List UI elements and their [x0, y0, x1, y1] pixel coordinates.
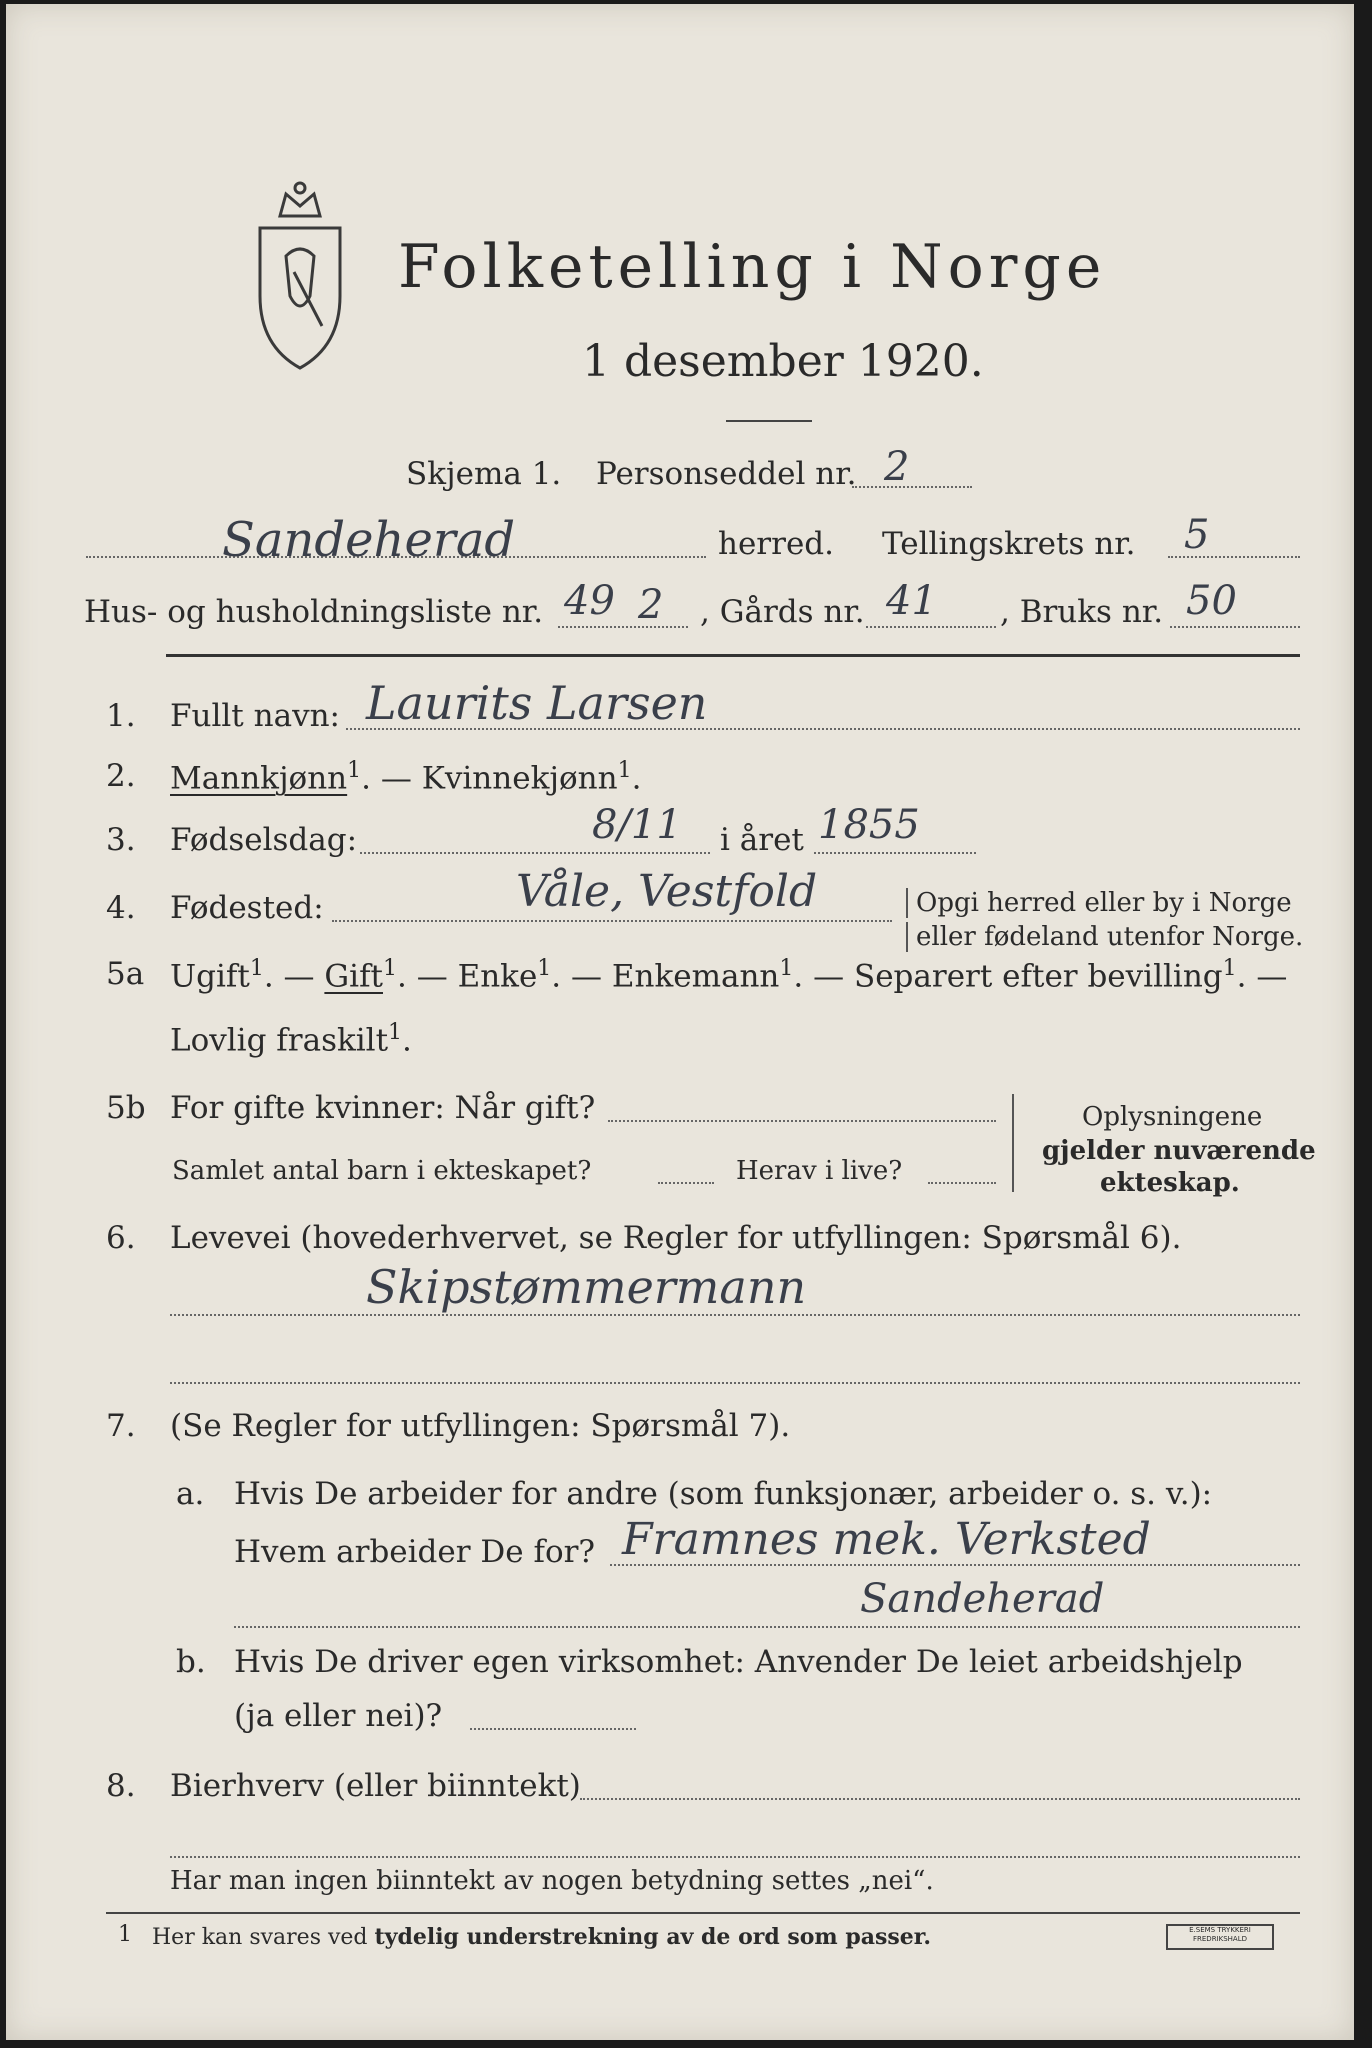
title-divider	[726, 420, 812, 422]
q8-label: Bierhverv (eller biinntekt)	[170, 1768, 581, 1804]
personseddel-value: 2	[884, 444, 910, 490]
footnote-number: 1	[118, 1922, 132, 1947]
q4-note-line2: eller fødeland utenfor Norge.	[906, 922, 1303, 952]
q2-sex-options: Mannkjønn$^1$. — Kvinnekjønn$^1$.	[170, 758, 642, 797]
q4-note-line1: Opgi herred eller by i Norge	[906, 888, 1292, 918]
q8-number: 8.	[106, 1768, 136, 1804]
header-divider	[166, 654, 1300, 657]
birth-day-value: 8/11	[592, 802, 682, 848]
q7-label: (Se Regler for utfyllingen: Spørsmål 7).	[170, 1408, 791, 1444]
census-form-page	[6, 4, 1354, 2040]
married-option: Gift	[324, 958, 383, 995]
q7b-text: Hvis De driver egen virksomhet: Anvender De leiet arbeidshjelp	[234, 1644, 1243, 1680]
q5a-number: 5a	[106, 956, 145, 992]
herred-label: herred.	[718, 526, 834, 562]
year-label: i året	[720, 822, 804, 858]
q5b-number: 5b	[106, 1090, 146, 1126]
female-option: Kvinnekjønn	[421, 760, 618, 797]
q7a-question: Hvem arbeider De for?	[234, 1534, 596, 1570]
q5b-children-label: Samlet antal barn i ekteskapet?	[172, 1156, 592, 1186]
footer-divider	[106, 1912, 1300, 1914]
q5b-note-line1: Oplysningene	[1082, 1102, 1263, 1132]
male-option: Mannkjønn	[170, 760, 348, 797]
herred-value: Sandeherad	[222, 512, 516, 568]
schema-label: Skjema 1.	[406, 456, 562, 492]
q7b-letter: b.	[176, 1644, 206, 1680]
q2-number: 2.	[106, 758, 136, 794]
bruks-value: 50	[1186, 578, 1237, 624]
printer-stamp: E.SEMS TRYKKERI FREDRIKSHALD	[1166, 1924, 1274, 1950]
q4-number: 4.	[106, 890, 136, 926]
employer-location-value: Sandeherad	[860, 1576, 1105, 1622]
hus-value: 49	[564, 578, 615, 624]
q5b-note-line3: ekteskap.	[1100, 1168, 1240, 1198]
q1-number: 1.	[106, 698, 136, 734]
bruks-label: , Bruks nr.	[1000, 594, 1164, 630]
q5b-note-line2: gjelder nuværende	[1042, 1136, 1316, 1166]
tellingskrets-value: 5	[1184, 512, 1210, 558]
footnote-text: Her kan svares ved tydelig understrekning av de ord som passer.	[152, 1924, 932, 1950]
footer-note: Har man ingen biinntekt av nogen betydning settes „nei“.	[170, 1866, 934, 1896]
q7a-letter: a.	[176, 1476, 205, 1512]
occupation-value: Skipstømmermann	[366, 1260, 807, 1314]
hus-value-2: 2	[638, 582, 664, 628]
q5b-alive-label: Herav i live?	[736, 1156, 903, 1186]
gards-label: , Gårds nr.	[700, 594, 865, 630]
q7-number: 7.	[106, 1408, 136, 1444]
birthplace-value: Våle, Vestfold	[516, 866, 818, 917]
q5b-when-married-label: For gifte kvinner: Når gift?	[170, 1090, 596, 1126]
q5a-marital-options: Ugift$^1$. — Gift$^1$. — Enke$^1$. — Enkemann$^1$. — Separert efter bevilling$^1$. —	[170, 956, 1288, 995]
q3-number: 3.	[106, 822, 136, 858]
hus-label: Hus- og husholdningsliste nr.	[84, 594, 544, 630]
page-title: Folketelling i Norge	[398, 232, 1107, 302]
q6-number: 6.	[106, 1220, 136, 1256]
census-date: 1 desember 1920.	[582, 336, 984, 387]
birth-year-value: 1855	[818, 802, 920, 848]
q3-label: Fødselsdag:	[170, 822, 358, 858]
tellingskrets-label: Tellingskrets nr.	[882, 526, 1136, 562]
q7a-text: Hvis De arbeider for andre (som funksjonær, arbeider o. s. v.):	[234, 1476, 1213, 1512]
q5a-divorced-option: Lovlig fraskilt$^1$.	[170, 1020, 412, 1059]
employer-value: Framnes mek. Verksted	[622, 1514, 1151, 1565]
q1-label: Fullt navn:	[170, 698, 340, 734]
q5b-brace	[1012, 1094, 1024, 1192]
full-name-value: Laurits Larsen	[366, 676, 708, 730]
personseddel-label: Personseddel nr.	[596, 456, 857, 492]
norway-coat-of-arms-icon	[246, 176, 354, 376]
gards-value: 41	[886, 578, 937, 624]
q7b-question: (ja eller nei)?	[234, 1698, 443, 1734]
q6-label: Levevei (hovederhvervet, se Regler for utfyllingen: Spørsmål 6).	[170, 1220, 1182, 1256]
q4-label: Fødested:	[170, 890, 324, 926]
